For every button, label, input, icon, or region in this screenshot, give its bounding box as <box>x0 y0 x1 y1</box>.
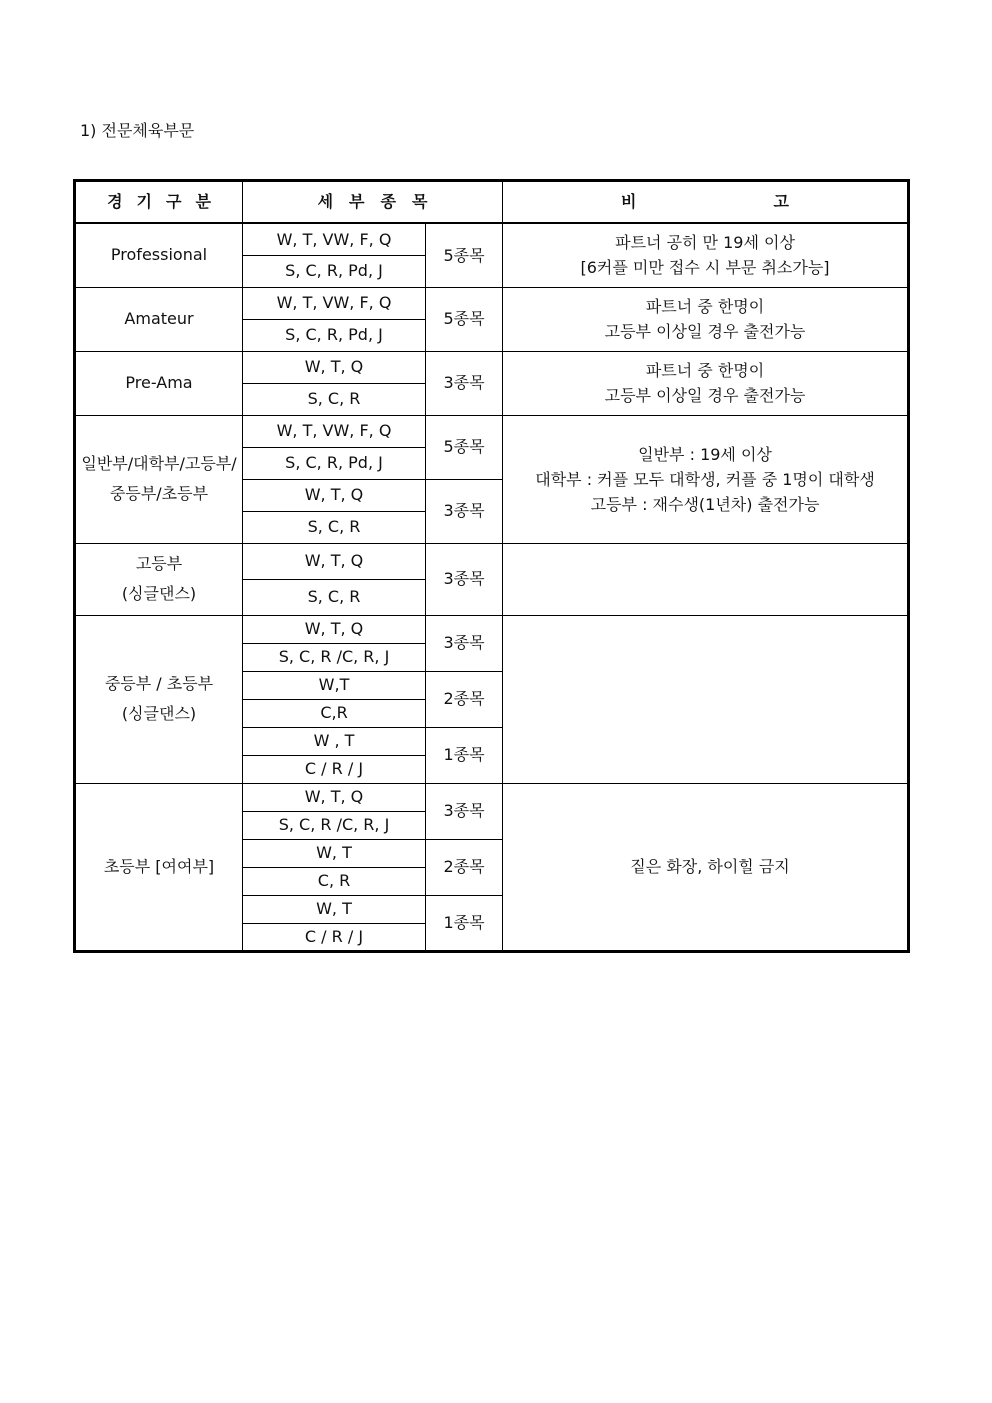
table-row <box>75 223 909 255</box>
event-count-cell: 5종목 <box>426 415 503 479</box>
category-cell <box>75 223 243 287</box>
event-detail-cell: S, C, R <box>243 511 426 543</box>
header-row <box>75 181 909 224</box>
note-cell <box>503 287 909 351</box>
event-detail-cell: W, T, Q <box>243 543 426 579</box>
event-detail-cell: W, T, VW, F, Q <box>243 287 426 319</box>
note-cell <box>503 351 909 415</box>
event-detail-cell: W, T, VW, F, Q <box>243 223 426 255</box>
event-count-cell: 5종목 <box>426 223 503 287</box>
category-line: 초등부 [여여부] <box>103 856 215 876</box>
event-detail-cell: W, T <box>243 895 426 923</box>
note-line: 파트너 중 한명이 <box>645 361 765 380</box>
event-detail-cell: W, T, Q <box>243 615 426 643</box>
note-line: 일반부 : 19세 이상 <box>638 444 772 464</box>
note-cell <box>503 615 909 783</box>
category-line: 중등부/초등부 <box>109 484 209 503</box>
event-detail-cell: S, C, R /C, R, J <box>243 643 426 671</box>
event-detail-cell: W, T, Q <box>243 479 426 511</box>
event-detail-cell: S, C, R, Pd, J <box>243 319 426 351</box>
event-detail-cell: S, C, R <box>243 383 426 415</box>
header-note-left: 비 <box>621 192 637 212</box>
note-line: 짙은 화장, 하이힐 금지 <box>630 857 790 876</box>
section-title: 1) 전문체육부문 <box>80 121 195 140</box>
event-count-cell: 1종목 <box>426 895 503 951</box>
category-line: (싱글댄스) <box>121 704 197 723</box>
event-detail-cell: S, C, R, Pd, J <box>243 447 426 479</box>
event-detail-cell: W , T <box>243 727 426 755</box>
table-row <box>75 351 909 383</box>
event-detail-cell: W,T <box>243 671 426 699</box>
event-detail-cell: W, T <box>243 839 426 867</box>
category-line: 중등부 / 초등부 <box>104 674 214 693</box>
category-cell <box>75 543 243 615</box>
event-detail-cell: C,R <box>243 699 426 727</box>
note-cell <box>503 783 909 951</box>
note-cell <box>503 543 909 615</box>
event-detail-cell: W, T, Q <box>243 783 426 811</box>
category-cell <box>75 615 243 783</box>
category-cell <box>75 351 243 415</box>
event-detail-cell: C / R / J <box>243 755 426 783</box>
category-line: 일반부/대학부/고등부/ <box>81 454 237 473</box>
note-line: 고등부 : 재수생(1년차) 출전가능 <box>590 494 820 514</box>
category-line: Professional <box>110 245 208 265</box>
note-line: 고등부 이상일 경우 출전가능 <box>604 386 806 405</box>
event-detail-cell: S, C, R /C, R, J <box>243 811 426 839</box>
event-count-cell: 3종목 <box>426 543 503 615</box>
table-row <box>75 543 909 579</box>
category-cell <box>75 415 243 543</box>
category-line: (싱글댄스) <box>121 584 197 603</box>
note-cell <box>503 223 909 287</box>
event-count-cell: 3종목 <box>426 783 503 839</box>
note-line: 파트너 공히 만 19세 이상 <box>615 233 795 253</box>
note-line: [6커플 미만 접수 시 부문 취소가능] <box>580 258 830 278</box>
event-count-cell: 5종목 <box>426 287 503 351</box>
event-count-cell: 3종목 <box>426 615 503 671</box>
event-detail-cell: S, C, R, Pd, J <box>243 255 426 287</box>
event-detail-cell: S, C, R <box>243 579 426 615</box>
event-detail-cell: C / R / J <box>243 923 426 951</box>
table-row <box>75 615 909 643</box>
category-line: 고등부 <box>135 554 183 573</box>
table-row <box>75 783 909 811</box>
event-count-cell: 1종목 <box>426 727 503 783</box>
note-line: 파트너 중 한명이 <box>645 297 765 316</box>
event-count-cell: 2종목 <box>426 839 503 895</box>
event-count-cell: 3종목 <box>426 479 503 543</box>
category-cell <box>75 783 243 951</box>
event-count-cell: 2종목 <box>426 671 503 727</box>
category-cell <box>75 287 243 351</box>
header-note-right: 고 <box>773 192 790 212</box>
note-line: 고등부 이상일 경우 출전가능 <box>604 322 806 341</box>
event-detail-cell: W, T, VW, F, Q <box>243 415 426 447</box>
table-row <box>75 287 909 319</box>
event-detail-cell: W, T, Q <box>243 351 426 383</box>
note-line: 대학부 : 커플 모두 대학생, 커플 중 1명이 대학생 <box>535 469 875 489</box>
category-line: Amateur <box>124 309 194 328</box>
events-table <box>73 179 910 953</box>
note-cell <box>503 415 909 543</box>
category-line: Pre-Ama <box>125 373 193 392</box>
header-category: 경기구분 <box>75 181 243 224</box>
event-detail-cell: C, R <box>243 867 426 895</box>
table-row <box>75 415 909 447</box>
event-count-cell: 3종목 <box>426 351 503 415</box>
header-note <box>503 181 909 224</box>
header-detail: 세부종목 <box>243 181 503 224</box>
